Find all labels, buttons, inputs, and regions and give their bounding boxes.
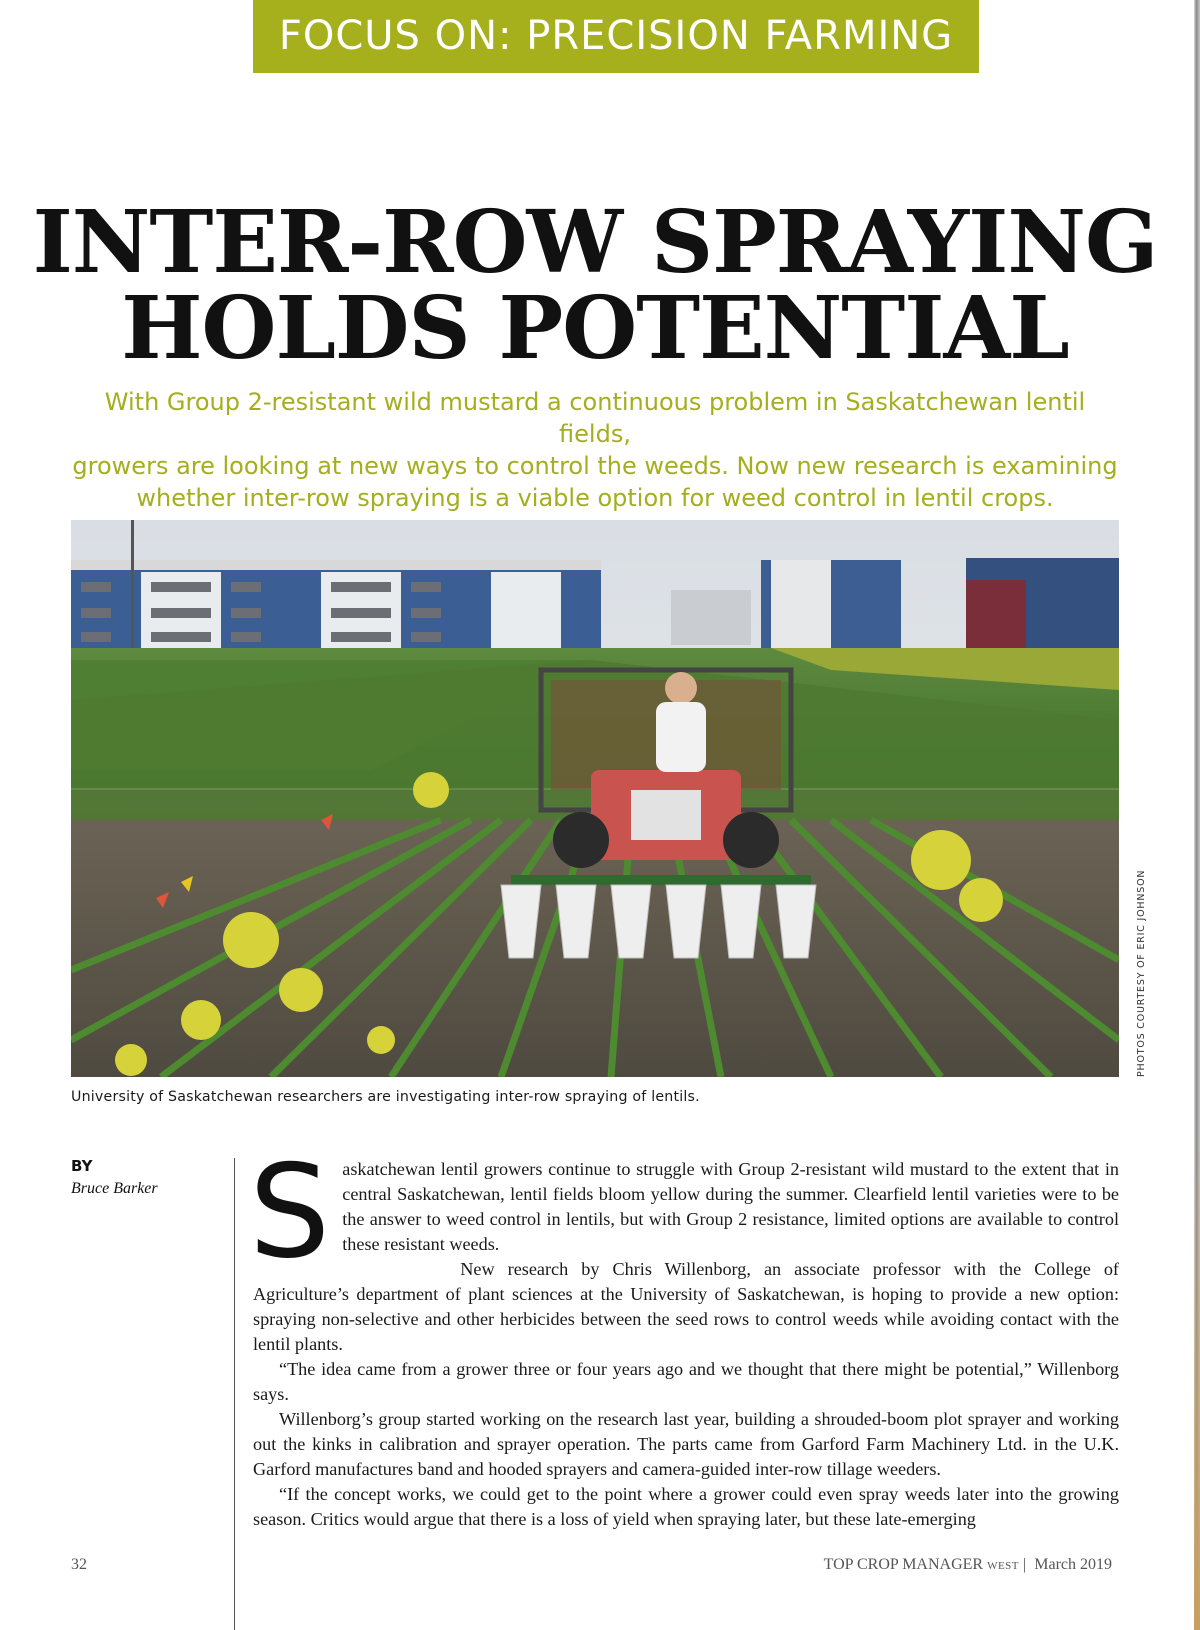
- magazine-name: TOP CROP MANAGER: [823, 1556, 984, 1573]
- article-deck: [70, 386, 1120, 514]
- section-banner: FOCUS ON: PRECISION FARMING: [253, 0, 979, 73]
- paragraph-2: New research by Chris Willenborg, an associate professor with the College of Agriculture’s department of plant sciences at the University of Saskatchewan, is hoping to provide a new option: spraying non-selective and other herbicides between the seed rows to control weeds while avoiding contact with the lentil plants.: [253, 1259, 1119, 1354]
- page-edge-shadow: [1194, 0, 1200, 1630]
- article-headline: [0, 192, 1190, 379]
- magazine-footer: [824, 1556, 1112, 1574]
- footer-separator: |: [1023, 1556, 1027, 1573]
- paragraph-1: askatchewan lentil growers continue to struggle with Group 2-resistant wild mustard to the extent that in central Saskatchewan, lentil fields bloom yellow during the summer. Clearfield lentil varieties were to be the answer to weed control in lentils, but with Group 2 resistance, limited options are available to control these resistant weeds.: [342, 1159, 1119, 1254]
- drop-cap: S: [249, 1138, 331, 1287]
- byline-label: BY: [71, 1157, 93, 1175]
- deck-line-1: With Group 2-resistant wild mustard a continuous problem in Saskatchewan lentil fields,: [104, 388, 1086, 448]
- article-photo: [71, 520, 1119, 1077]
- paragraph-4: Willenborg’s group started working on the research last year, building a shrouded-boom plot sprayer and working out the kinks in calibration and sprayer operation. The parts came from Garford Farm Machinery Ltd. in the U.K. Garford manufactures band and hooded sprayers and camera-guided inter-row tillage weeders.: [253, 1409, 1119, 1479]
- headline-line-2: HOLDS POTENTIAL: [121, 278, 1069, 379]
- photo-credit: PHOTOS COURTESY OF ERIC JOHNSON: [1136, 869, 1147, 1077]
- column-rule: [234, 1158, 235, 1630]
- page-edge-accent: [1194, 1130, 1200, 1630]
- photo-caption: University of Saskatchewan researchers are investigating inter-row spraying of lentils.: [71, 1089, 700, 1105]
- byline-author: Bruce Barker: [71, 1180, 158, 1197]
- article-body: [249, 1138, 1119, 1532]
- page-number: 32: [71, 1556, 87, 1573]
- deck-line-2: growers are looking at new ways to control the weeds. Now new research is examining: [72, 452, 1118, 480]
- issue-date: March 2019: [1034, 1556, 1112, 1573]
- deck-line-3: whether inter-row spraying is a viable option for weed control in lentil crops.: [136, 484, 1054, 512]
- paragraph-5: “If the concept works, we could get to the point where a grower could even spray weeds later into the growing season. Critics would argue that there is a loss of yield when spraying later, but these late-emerging: [253, 1484, 1119, 1529]
- headline-line-1: INTER-ROW SPRAYING: [32, 192, 1158, 293]
- paragraph-3: “The idea came from a grower three or four years ago and we thought that there might be potential,” Willenborg says.: [253, 1359, 1119, 1404]
- magazine-edition: WEST: [987, 1560, 1020, 1572]
- tractor-sprayer-illustration: [71, 520, 1119, 1077]
